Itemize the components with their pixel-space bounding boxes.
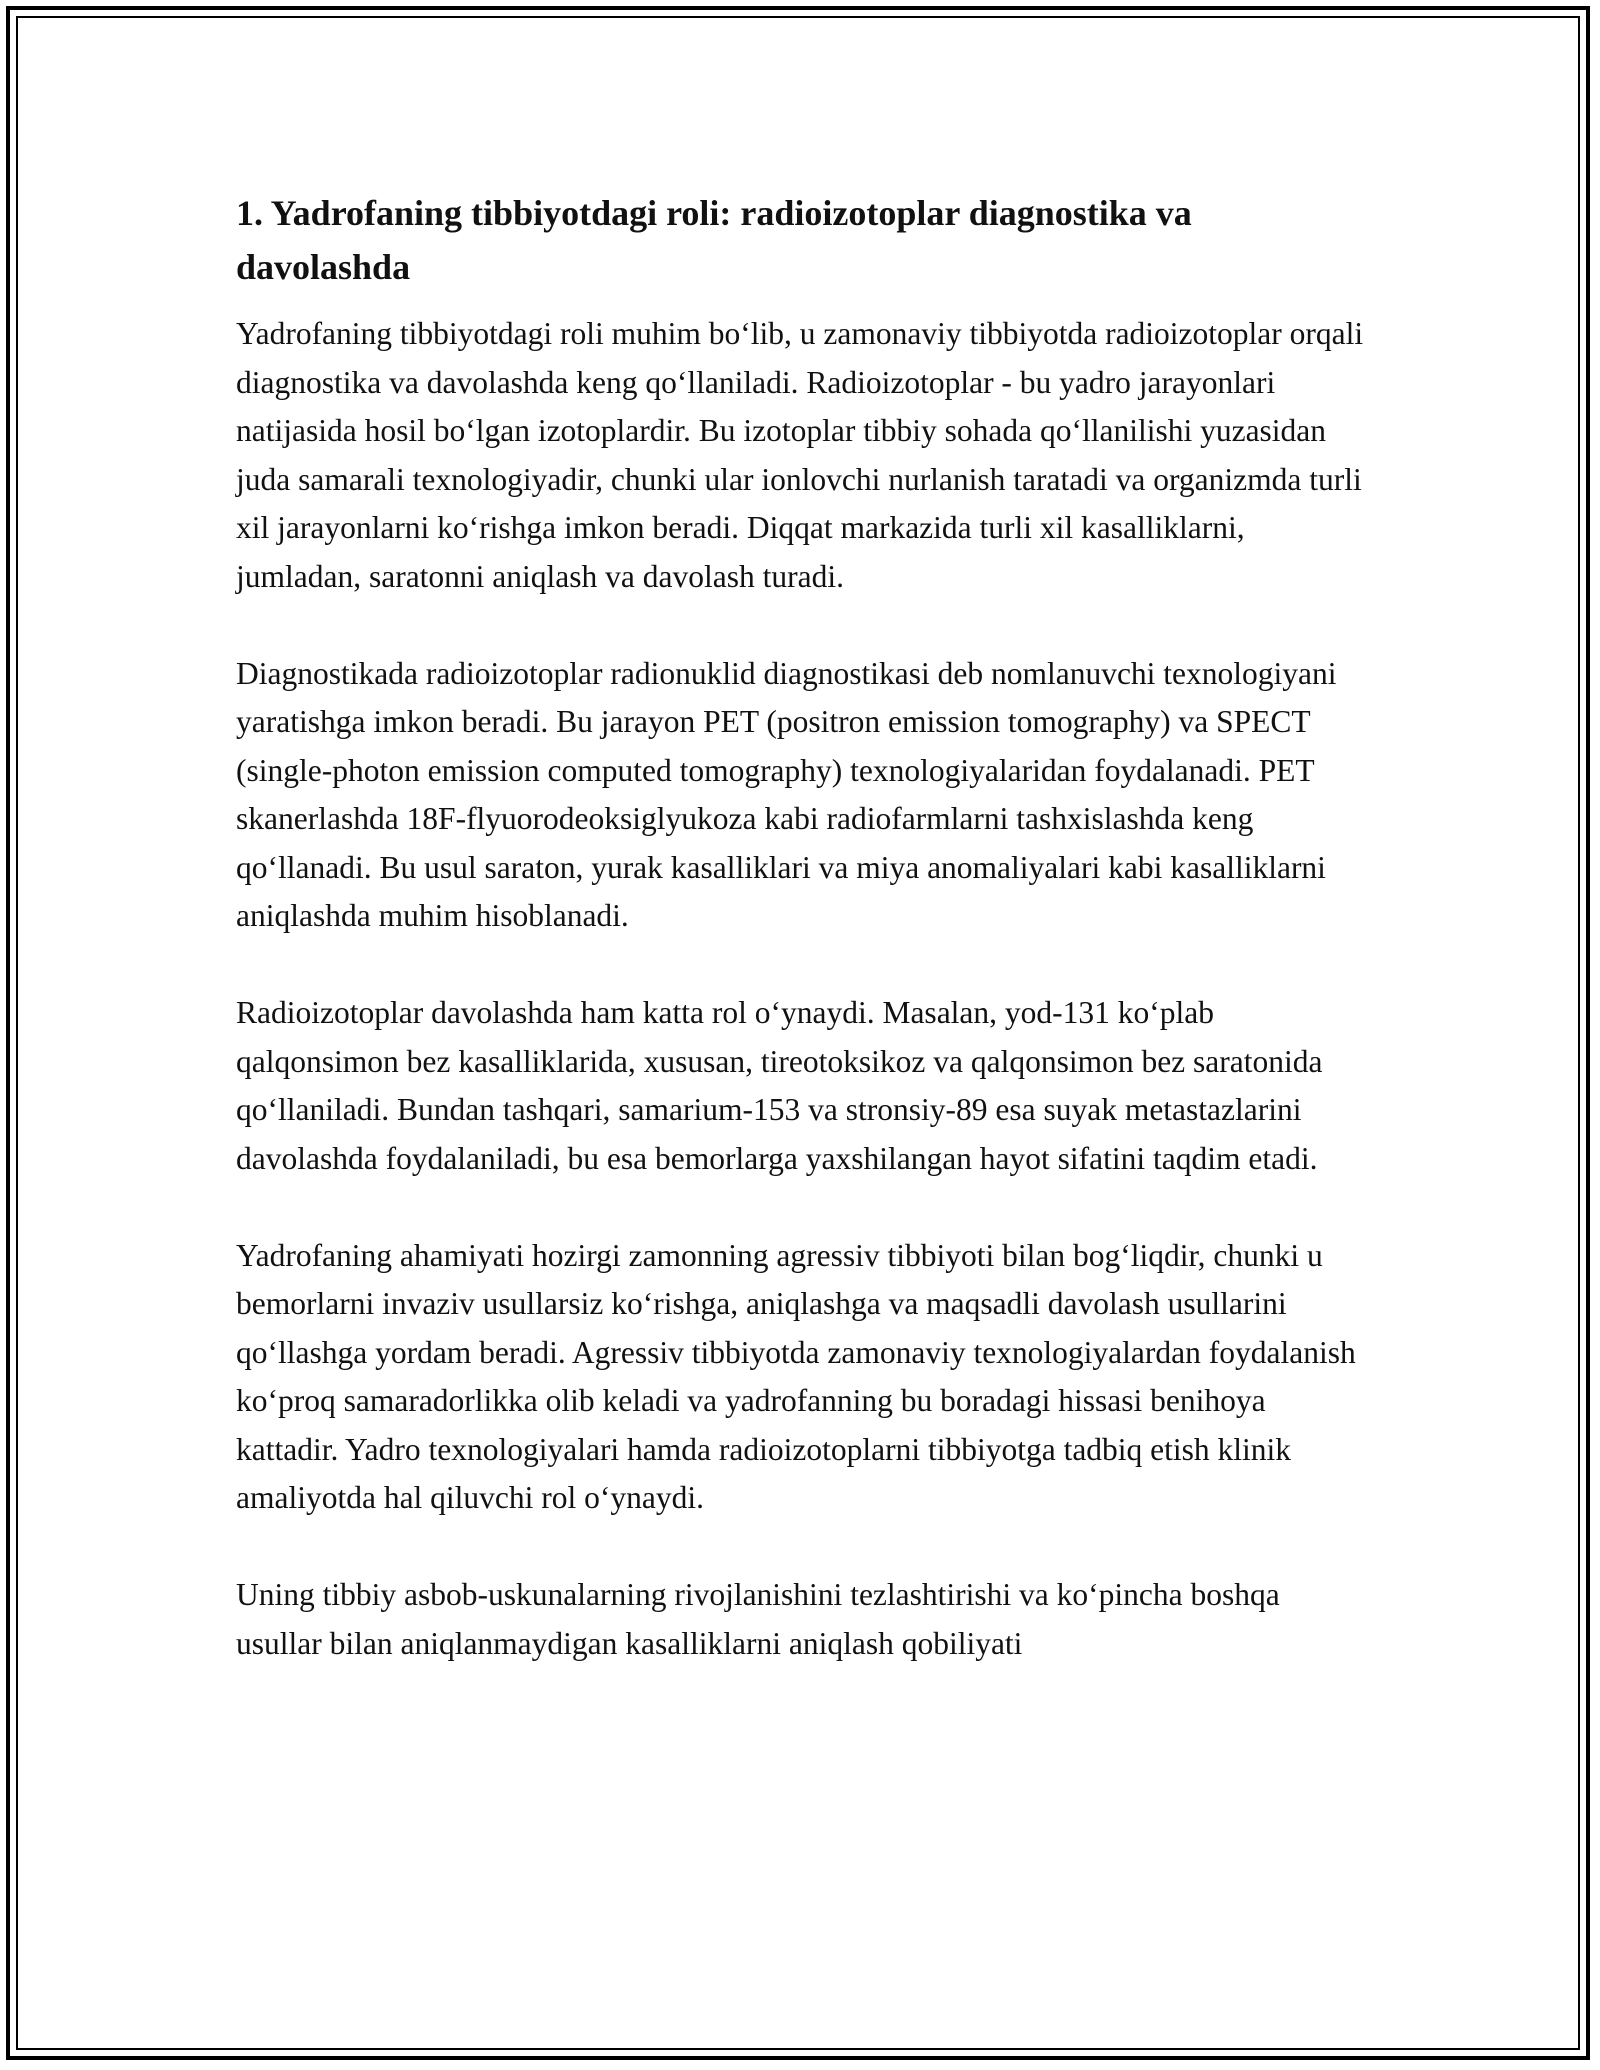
paragraph-2: Diagnostikada radioizotoplar radionuklid diagnostikasi deb nomlanuvchi texnologiyani yaratishga imkon beradi. Bu jarayon PET (positron emission tomography) va SPECT (single-photon emission computed tomography) texnologiyalaridan foydalanadi. PET skanerlashda 18F-flyuorodeoksiglyukoza kabi radiofarmlarni tashxislashda keng qo‘llanadi. Bu usul saraton, yurak kasalliklari va miya anomaliyalari kabi kasalliklarni aniqlashda muhim hisoblanadi. (236, 655, 1337, 933)
paragraph-3: Radioizotoplar davolashda ham katta rol o‘ynaydi. Masalan, yod-131 ko‘plab qalqonsimon bez kasalliklarida, xususan, tireotoksikoz va qalqonsimon bez saratonida qo‘llaniladi. Bundan tashqari, samarium-153 va stronsiy-89 esa suyak metastazlarini davolashda foydalaniladi, bu esa bemorlarga yaxshilangan hayot sifatini taqdim etadi. (236, 995, 1323, 1176)
paragraph-1: Yadrofaning tibbiyotdagi roli muhim bo‘lib, u zamonaviy tibbiyotda radioizotoplar orqali diagnostika va davolashda keng qo‘llaniladi. Radioizotoplar - bu yadro jarayonlari natijasida hosil bo‘lgan izotoplardir. Bu izotoplar tibbiy sohada qo‘llanilishi yuzasidan juda samarali texnologiyadir, chunki ular ionlovchi nurlanish taratadi va organizmda turli xil jarayonlarni ko‘rishga imkon beradi. Diqqat markazida turli xil kasalliklarni, jumladan, saratonni aniqlash va davolash turadi. (236, 316, 1364, 594)
paragraph-5: Uning tibbiy asbob-uskunalarning rivojlanishini tezlashtirishi va ko‘pincha boshqa usullar bilan aniqlanmaydigan kasalliklarni aniqlash qobiliyati (236, 1577, 1280, 1661)
document-body (236, 186, 1366, 1717)
section-heading: 1. Yadrofaning tibbiyotdagi roli: radioizotoplar diagnostika va davolashda (236, 193, 1192, 287)
paragraph-4: Yadrofaning ahamiyati hozirgi zamonning agressiv tibbiyoti bilan bog‘liqdir, chunki u bemorlarni invaziv usullarsiz ko‘rishga, aniqlashga va maqsadli davolash usullarini qo‘llashga yordam beradi. Agressiv tibbiyotda zamonaviy texnologiyalardan foydalanish ko‘proq samaradorlikka olib keladi va yadrofanning bu boradagi hissasi benihoya kattadir. Yadro texnologiyalari hamda radioizotoplarni tibbiyotga tadbiq etish klinik amaliyotda hal qiluvchi rol o‘ynaydi. (236, 1237, 1356, 1515)
